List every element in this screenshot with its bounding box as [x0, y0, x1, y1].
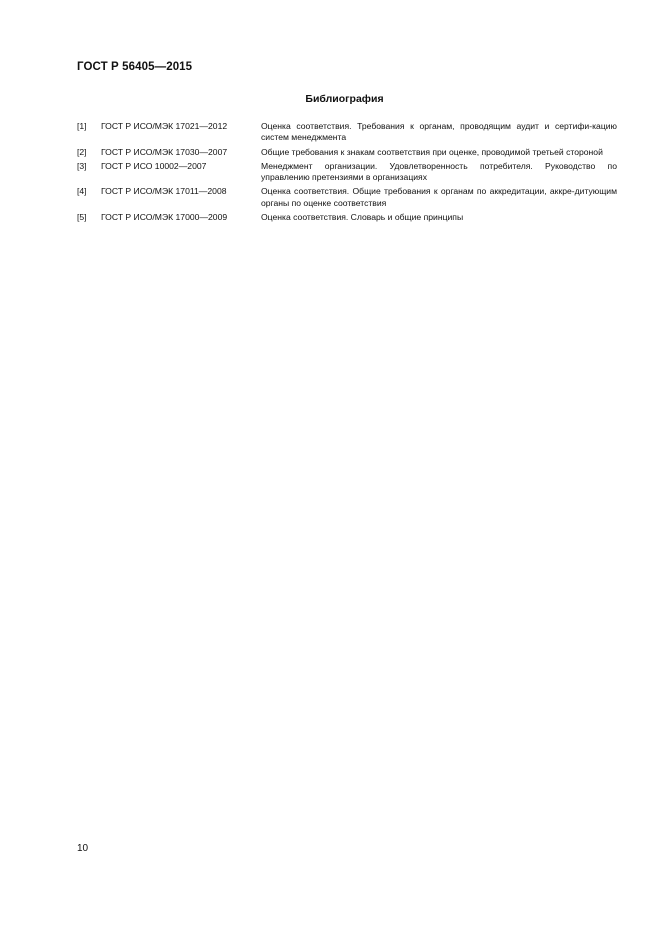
page-number: 10 [77, 843, 89, 854]
section-title: Библиография [305, 93, 384, 105]
entry-number: [3] [77, 160, 87, 171]
entry-standard: ГОСТ Р ИСО/МЭК 17021—2012 [101, 121, 228, 131]
entry-number: [2] [77, 146, 87, 157]
entry-standard: ГОСТ Р ИСО/МЭК 17011—2008 [101, 186, 227, 197]
bibliography-entry [77, 121, 617, 144]
entry-title: Оценка соответствия. Требования к органам, проводящим аудит и сертифи-кацию систем менеджмента [261, 121, 617, 143]
entry-number: [4] [77, 186, 87, 197]
entry-title: Оценка соответствия. Словарь и общие принципы [261, 212, 464, 223]
entry-title: Общие требования к знакам соответствия при оценке, проводимой третьей стороной [261, 146, 603, 157]
entry-number: [5] [77, 212, 87, 223]
bibliography-entry [77, 212, 617, 223]
entry-title: Менеджмент организации. Удовлетворенность потребителя. Руководство по управлению претензиями в организациях [261, 160, 617, 183]
bibliography-entry [77, 186, 617, 209]
entry-number: [1] [77, 121, 87, 131]
entry-standard: ГОСТ Р ИСО/МЭК 17000—2009 [101, 212, 228, 223]
document-header: ГОСТ Р 56405—2015 [77, 61, 193, 73]
entry-title: Оценка соответствия. Общие требования к органам по аккредитации, аккре-дитующим органы по оценке соответствия [261, 186, 617, 208]
entry-standard: ГОСТ Р ИСО 10002—2007 [101, 160, 207, 171]
entry-standard: ГОСТ Р ИСО/МЭК 17030—2007 [101, 146, 228, 157]
bibliography-entry [77, 161, 617, 184]
bibliography-list [77, 121, 617, 226]
bibliography-entry [77, 147, 617, 158]
